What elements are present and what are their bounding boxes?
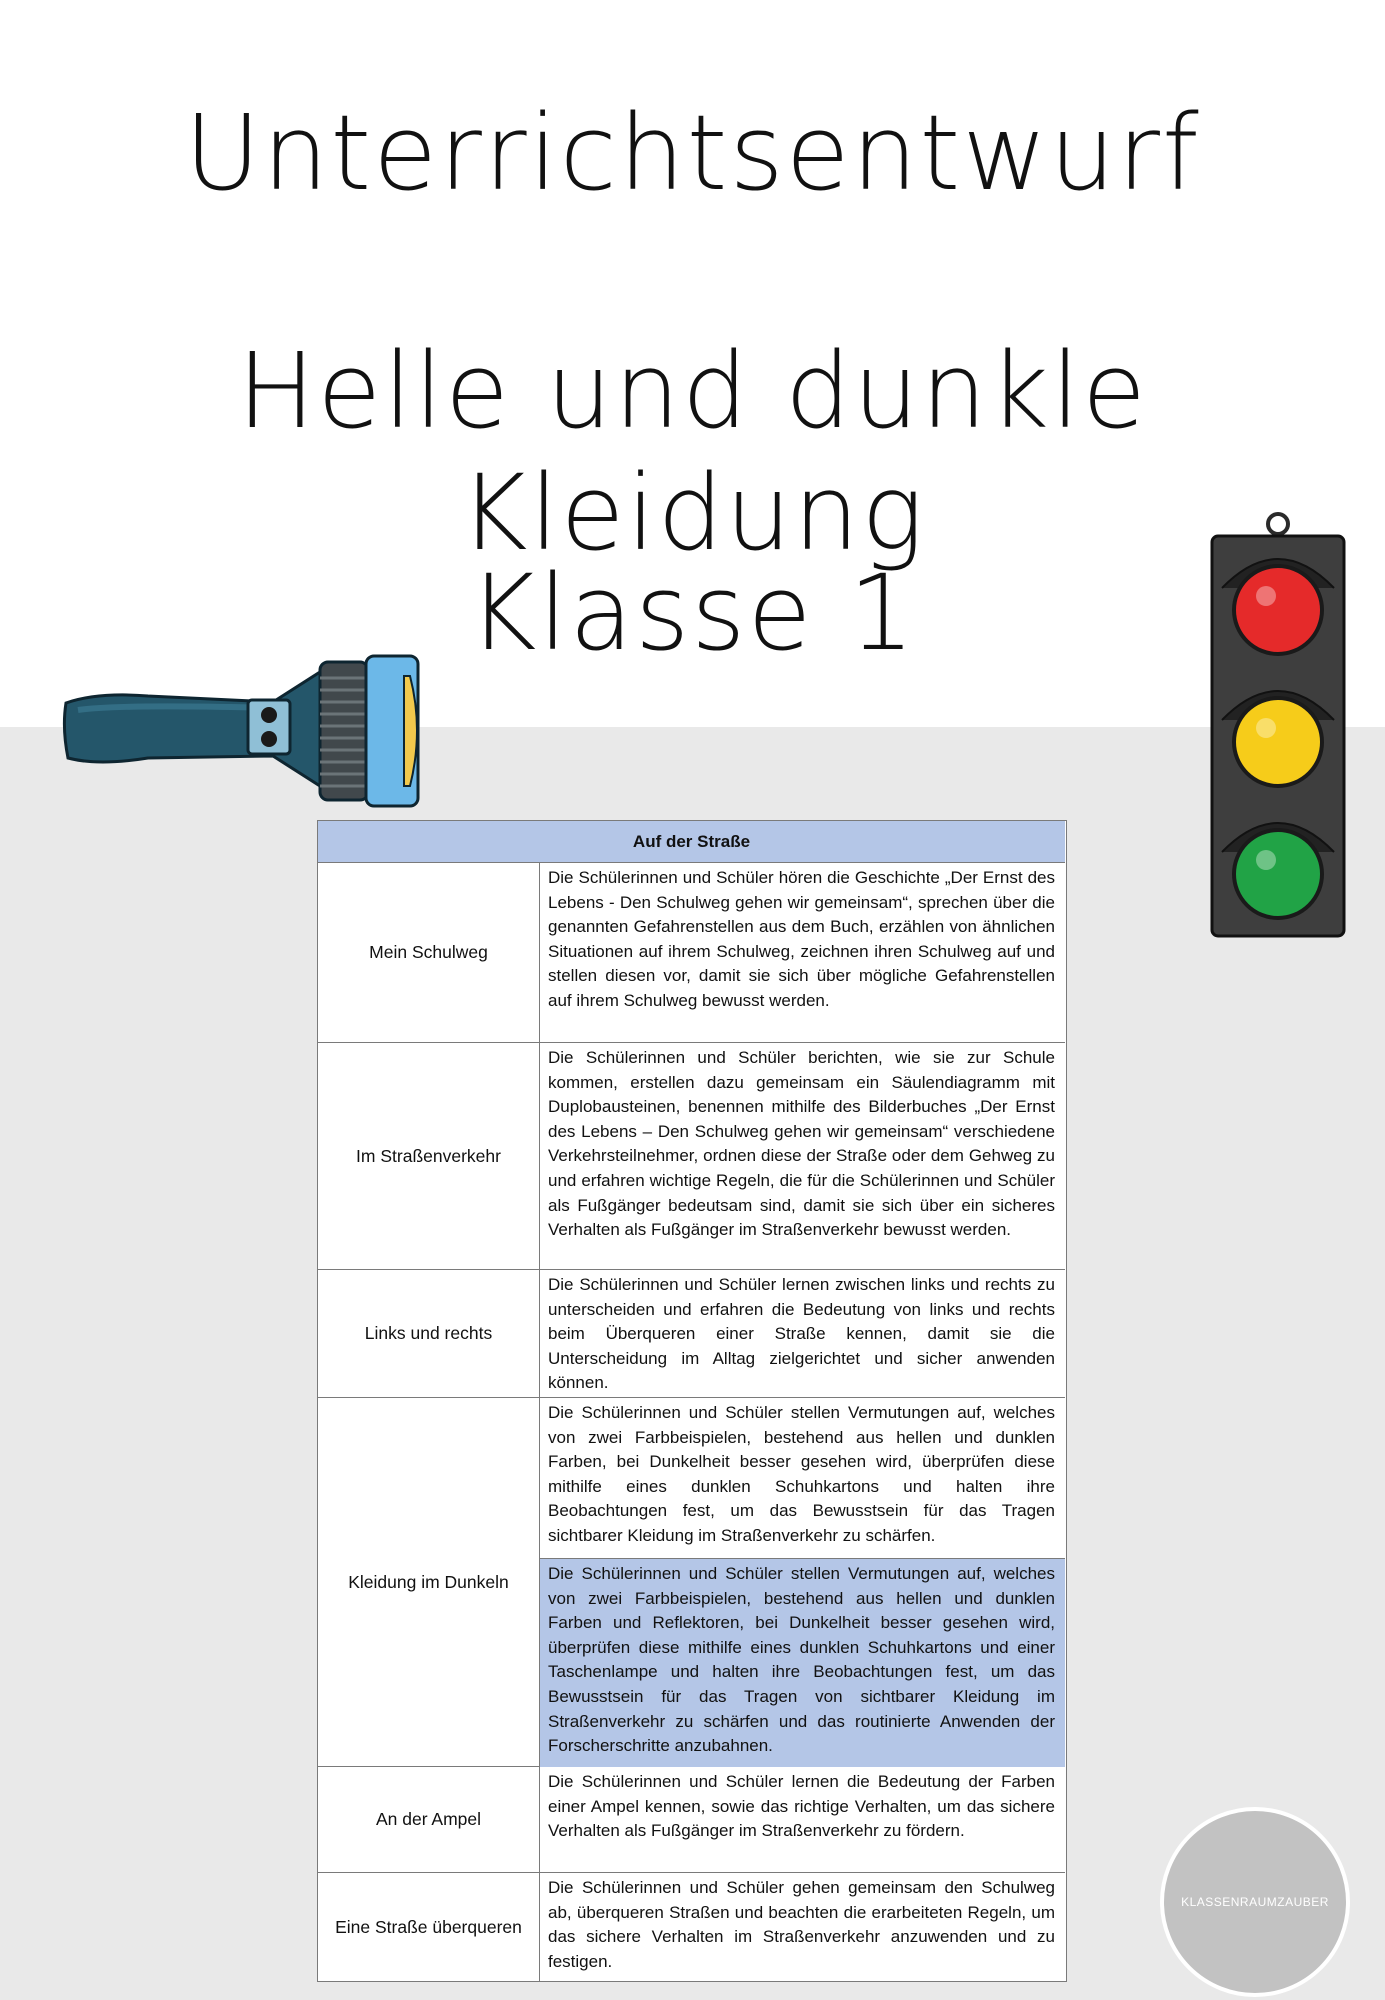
document-title: Unterrichtsentwurf [184, 92, 1201, 214]
table-row [318, 1398, 1065, 1767]
row-label: Links und rechts [318, 1270, 540, 1397]
row-description: Die Schülerinnen und Schüler stellen Vermutungen auf, welches von zwei Farbbeispielen, bestehend aus hellen und dunklen Farben, bei Dunkelheit besser gesehen wird, überprüfen diese mithilfe eines dunklen Schuhkartons und halten ihre Beobachtungen fest, um das Bewusstsein für das Tragen sichtbarer Kleidung im Straßenverkehr zu schärfen. [548, 1403, 1055, 1545]
table-row [318, 1767, 1065, 1873]
grade-label: Klasse 1 [468, 552, 917, 674]
table-row [318, 863, 1065, 1043]
traffic-light-icon [1208, 510, 1348, 938]
row-description: Die Schülerinnen und Schüler gehen gemeinsam den Schulweg ab, überqueren Straßen und beachten die erarbeiteten Regeln, um das sichere Verhalten im Straßenverkehr anzuwenden und zu festigen. [548, 1878, 1055, 1971]
table-row [318, 1873, 1065, 1981]
lesson-overview-table [317, 820, 1067, 1982]
brand-badge-text: KLASSENRAUMZAUBER [1181, 1895, 1329, 1909]
flashlight-icon [58, 648, 428, 810]
row-description: Die Schülerinnen und Schüler berichten, wie sie zur Schule kommen, erstellen dazu gemeinsam ein Säulendiagramm mit Duplobausteinen, benennen mithilfe des Bilderbuches „Der Ernst des Lebens – Den Schulweg gehen wir gemeinsam“ verschiedene Verkehrsteilnehmer, ordnen diese der Straße oder dem Gehweg zu und erfahren wichtige Regeln, die für die Schülerinnen und Schüler als Fußgänger bedeutsam sind, damit sie sich über ein sicheres Verhalten als Fußgänger im Straßenverkehr bewusst werden. [548, 1048, 1055, 1240]
row-description: Die Schülerinnen und Schüler hören die Geschichte „Der Ernst des Lebens - Den Schulweg gehen wir gemeinsam“, sprechen über die genannten Gefahrenstellen aus dem Buch, erzählen von ähnlichen Situationen auf ihrem Schulweg, zeichnen ihren Schulweg auf und stellen diesen vor, damit sie sich über mögliche Gefahrenstellen auf ihrem Schulweg bewusst werden. [548, 868, 1055, 1010]
table-header: Auf der Straße [318, 821, 1065, 863]
row-label: Kleidung im Dunkeln [318, 1398, 540, 1766]
row-label: Eine Straße überqueren [318, 1873, 540, 1981]
brand-badge [1160, 1807, 1350, 1997]
row-description-highlighted: Die Schülerinnen und Schüler stellen Vermutungen auf, welches von zwei Farbbeispielen, bestehend aus hellen und dunklen Farben und Reflektoren, bei Dunkelheit besser gesehen wird, überprüfen diese mithilfe eines dunklen Schuhkartons und einer Taschenlampe und halten ihre Beobachtungen fest, um das Bewusstsein für das Tragen von sichtbarer Kleidung im Straßenverkehr zu schärfen und das routinierte Anwenden der Forscherschritte anzubahnen. [540, 1558, 1065, 1767]
document-subtitle: Helle und dunkle Kleidung [237, 330, 1148, 574]
table-row [318, 1270, 1065, 1398]
row-description: Die Schülerinnen und Schüler lernen zwischen links und rechts zu unterscheiden und erfahren die Bedeutung von links und rechts beim Überqueren einer Straße kennen, damit sie die Unterscheidung im Alltag zielgerichtet und sicher anwenden können. [548, 1275, 1055, 1393]
table-row [318, 1043, 1065, 1270]
row-description: Die Schülerinnen und Schüler lernen die Bedeutung der Farben einer Ampel kennen, sowie das richtige Verhalten, um das sichere Verhalten als Fußgänger im Straßenverkehr zu fördern. [548, 1772, 1055, 1841]
row-label: An der Ampel [318, 1767, 540, 1872]
row-label: Mein Schulweg [318, 863, 540, 1042]
row-label: Im Straßenverkehr [318, 1043, 540, 1269]
